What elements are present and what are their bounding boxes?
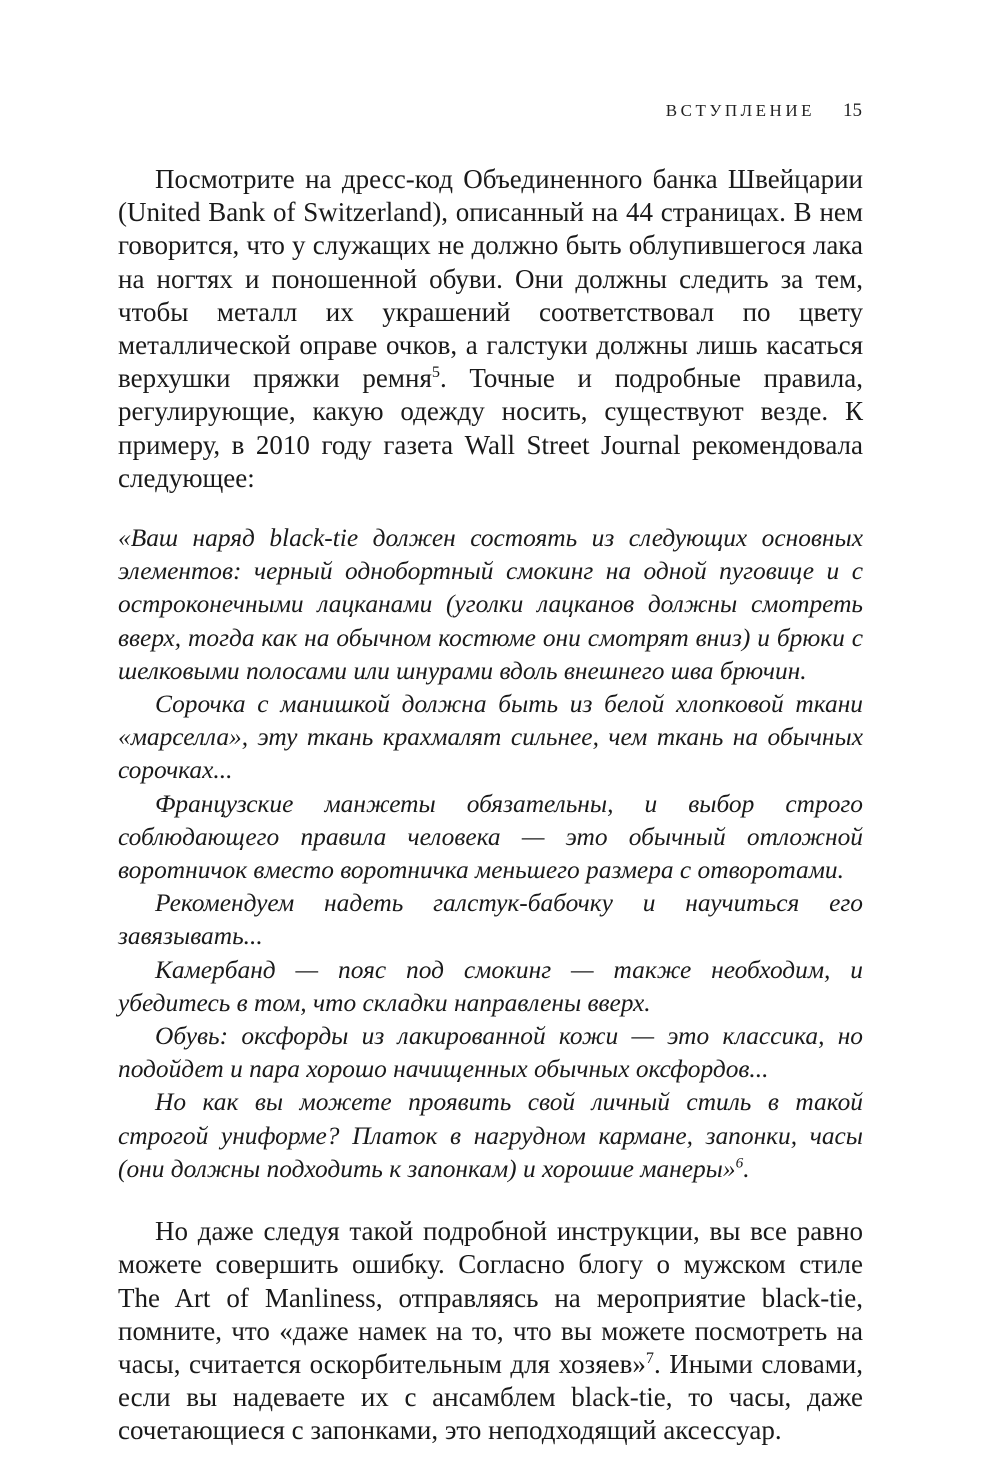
quote-paragraph-4: Рекомендуем надеть галстук-бабочку и научиться его завязывать... <box>118 889 863 951</box>
running-head <box>666 100 862 122</box>
intro-text: Посмотрите на дресс-код Объединенного банка Швейцарии (United Bank of Switzerland), описанный на 44 страницах. В нем говорится, что у служащих не должно быть облупившегося лака на ногтях и поношенной обуви. Они должны следить за тем, чтобы металл их украшений соответствовал по цвету металлической оправе очков, а галстуки должны лишь касаться верхушки пряжки ремня <box>118 164 863 394</box>
intro-text-cont: . Точные и подробные правила, регулирующие, какую одежду носить, существуют везде. К примеру, в 2010 году газета Wall Street Journal рекомендовала следующее: <box>118 363 863 493</box>
page-body <box>118 163 863 1448</box>
quote-paragraph-2: Сорочка с манишкой должна быть из белой хлопковой ткани «марселла», эту ткань крахмалят сильнее, чем ткань на обычных сорочках... <box>118 690 863 785</box>
quote-paragraph-3: Французские манжеты обязательны, и выбор строго соблюдающего правила человека — это обычный отложной воротничок вместо воротничка меньшего размера с отворотами. <box>118 789 863 885</box>
wsj-quote <box>118 522 863 1186</box>
footnote-ref-6[interactable]: 6 <box>735 1154 744 1172</box>
intro-paragraph <box>118 163 863 495</box>
closing-text: Но даже следуя такой подробной инструкции, вы все равно можете совершить ошибку. Согласно блогу о мужском стиле The Art of Manliness, отправляясь на мероприятие black-tie, помните, что «даже намек на то, что вы можете посмотреть на часы, считается оскорбительным для хозяев» <box>118 1216 863 1379</box>
footnote-ref-7[interactable]: 7 <box>645 1348 654 1367</box>
intro-paragraph-block <box>118 163 863 495</box>
section-title: ВСТУПЛЕНИЕ <box>665 101 815 120</box>
closing-paragraph <box>118 1215 863 1447</box>
quote-paragraph-6: Обувь: оксфорды из лакированной кожи — это классика, но подойдет и пара хорошо начищенных обычных оксфордов... <box>118 1022 863 1084</box>
quote-final-tail: . <box>743 1154 750 1183</box>
closing-text-cont: . Иными словами, если вы надеваете их с ансамблем black-tie, то часы, даже сочетающиеся с запонками, это неподходящий аксессуар. <box>118 1348 863 1446</box>
closing-paragraph-block <box>118 1215 863 1447</box>
quote-paragraph-1: «Ваш наряд black-tie должен состоять из следующих основных элементов: черный однобортный смокинг на одной пуговице и с остроконечными лацканами (уголки лацканов должны смотреть вверх, тогда как на обычном костюме они смотрят вниз) и брюки с шелковыми полосами или шнурами вдоль внешнего шва брючин. <box>118 524 863 685</box>
footnote-ref-5[interactable]: 5 <box>431 363 440 382</box>
quote-final-text: Но как вы можете проявить свой личный стиль в такой строгой униформе? Платок в нагрудном кармане, запонки, часы (они должны подходить к запонкам) и хорошие манеры» <box>118 1088 863 1183</box>
page-number: 15 <box>843 100 862 121</box>
quote-paragraph-7 <box>118 1086 863 1186</box>
quote-paragraph-5: Камербанд — пояс под смокинг — также необходим, и убедитесь в том, что складки направлены вверх. <box>118 955 863 1017</box>
